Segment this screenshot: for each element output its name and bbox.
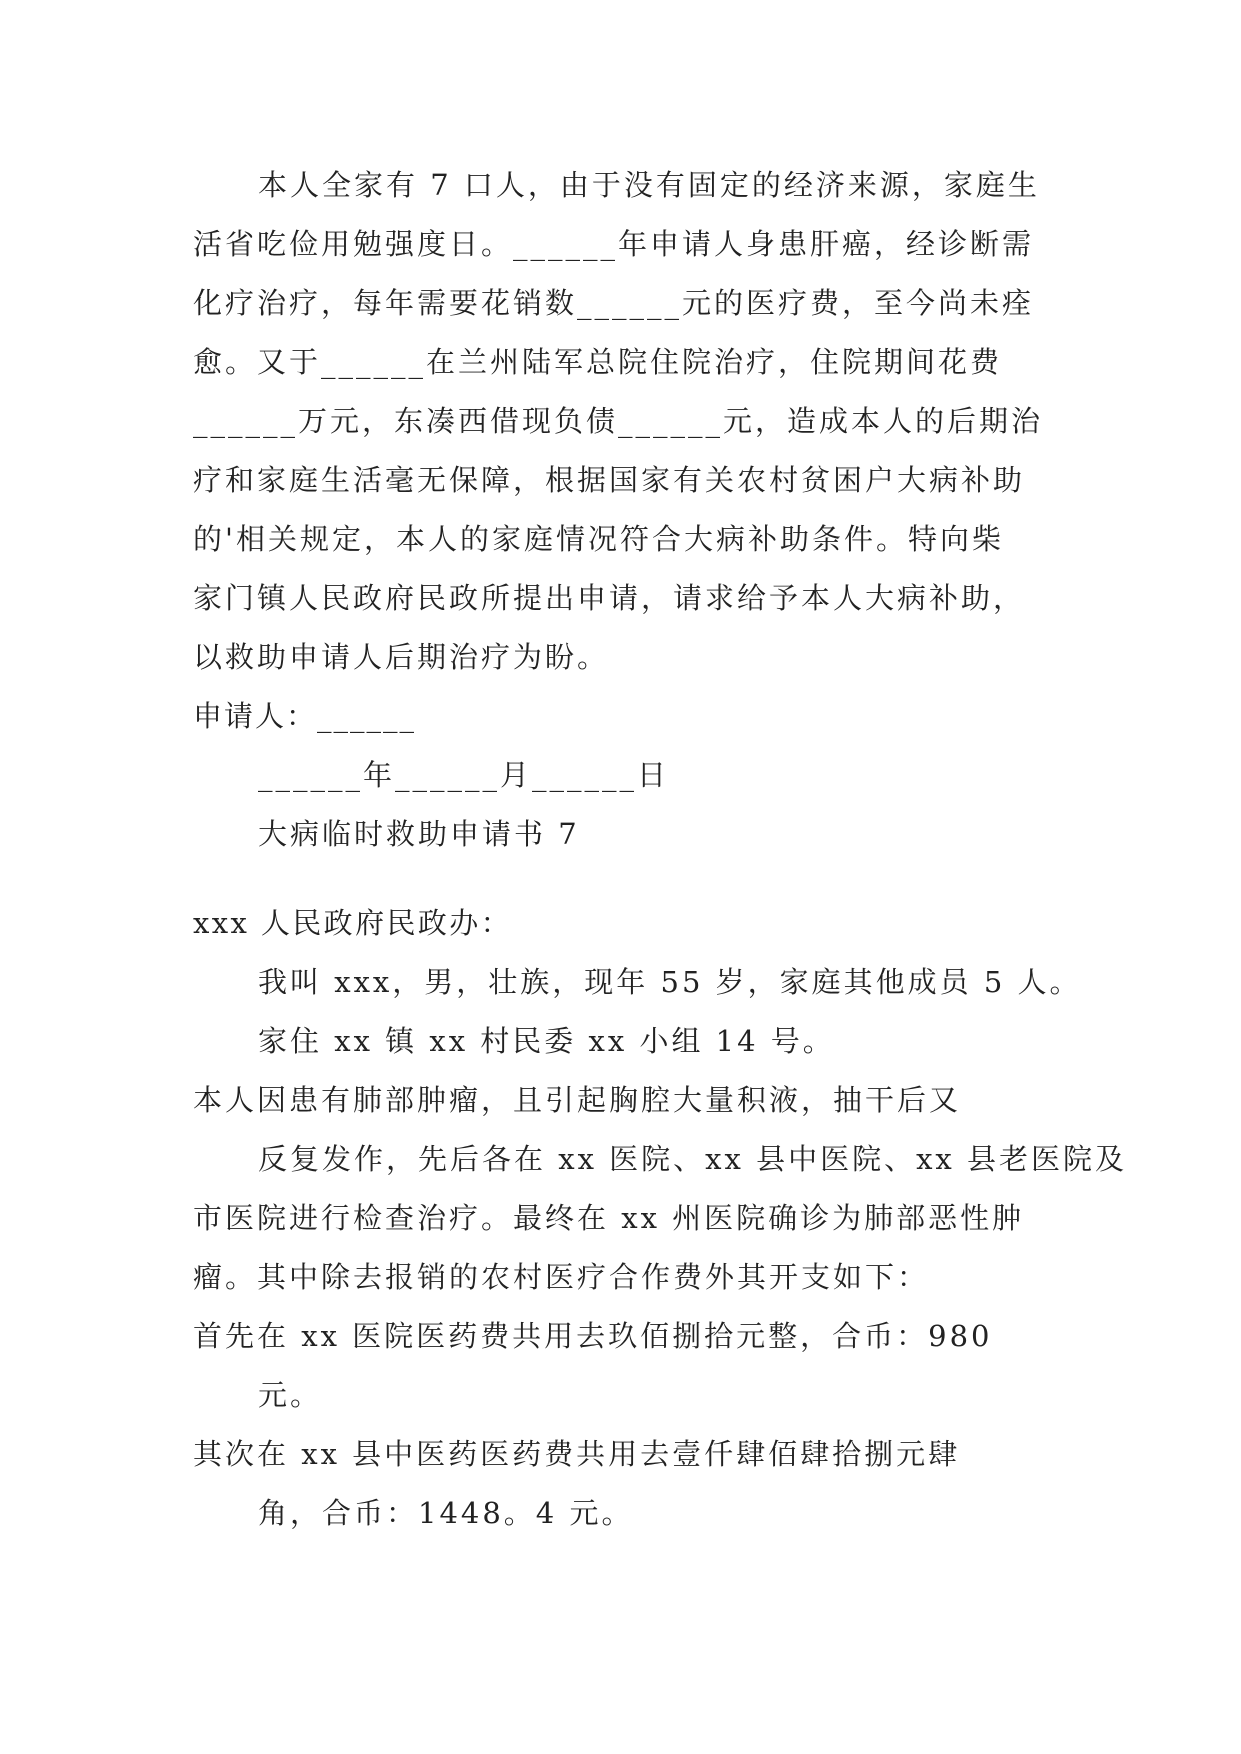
paragraph-line: 市医院进行检查治疗。最终在 xx 州医院确诊为肺部恶性肿: [193, 1201, 1025, 1235]
paragraph-line: 化疗治疗，每年需要花销数______元的医疗费，至今尚未痊: [193, 286, 1035, 320]
applicant-signature-line: 申请人：______: [193, 699, 417, 733]
paragraph-line: 反复发作，先后各在 xx 医院、xx 县中医院、xx 县老医院及: [258, 1142, 1128, 1176]
salutation: xxx 人民政府民政办：: [193, 906, 513, 940]
paragraph-line: 首先在 xx 医院医药费共用去玖佰捌拾元整，合币：980: [193, 1319, 993, 1353]
paragraph-line: 以救助申请人后期治疗为盼。: [193, 640, 610, 674]
paragraph-line: ______万元，东凑西借现负债______元，造成本人的后期治: [193, 404, 1044, 438]
paragraph-line: 的'相关规定，本人的家庭情况符合大病补助条件。特向柴: [193, 522, 1004, 556]
paragraph-line: 本人因患有肺部肿瘤，且引起胸腔大量积液，抽干后又: [193, 1083, 962, 1117]
paragraph-line: 我叫 xxx，男，壮族，现年 55 岁，家庭其他成员 5 人。: [258, 965, 1082, 999]
paragraph-line: 家住 xx 镇 xx 村民委 xx 小组 14 号。: [258, 1024, 835, 1058]
paragraph-line: 瘤。其中除去报销的农村医疗合作费外其开支如下：: [193, 1260, 930, 1294]
paragraph-line: 本人全家有 7 口人，由于没有固定的经济来源，家庭生: [258, 168, 1040, 202]
paragraph-line: 疗和家庭生活毫无保障，根据国家有关农村贫困户大病补助: [193, 463, 1026, 497]
paragraph-line: 元。: [258, 1378, 323, 1412]
paragraph-line: 角，合币：1448。4 元。: [258, 1496, 634, 1530]
paragraph-line: 活省吃俭用勉强度日。______年申请人身患肝癌，经诊断需: [193, 227, 1035, 261]
paragraph-line: 愈。又于______在兰州陆军总院住院治疗，住院期间花费: [193, 345, 1003, 379]
paragraph-line: 其次在 xx 县中医药医药费共用去壹仟肆佰肆拾捌元肆: [193, 1437, 961, 1471]
paragraph-line: 家门镇人民政府民政所提出申请，请求给予本人大病补助，: [193, 581, 1026, 615]
section-title: 大病临时救助申请书 7: [258, 817, 580, 851]
date-line: ______年______月______日: [258, 758, 670, 792]
